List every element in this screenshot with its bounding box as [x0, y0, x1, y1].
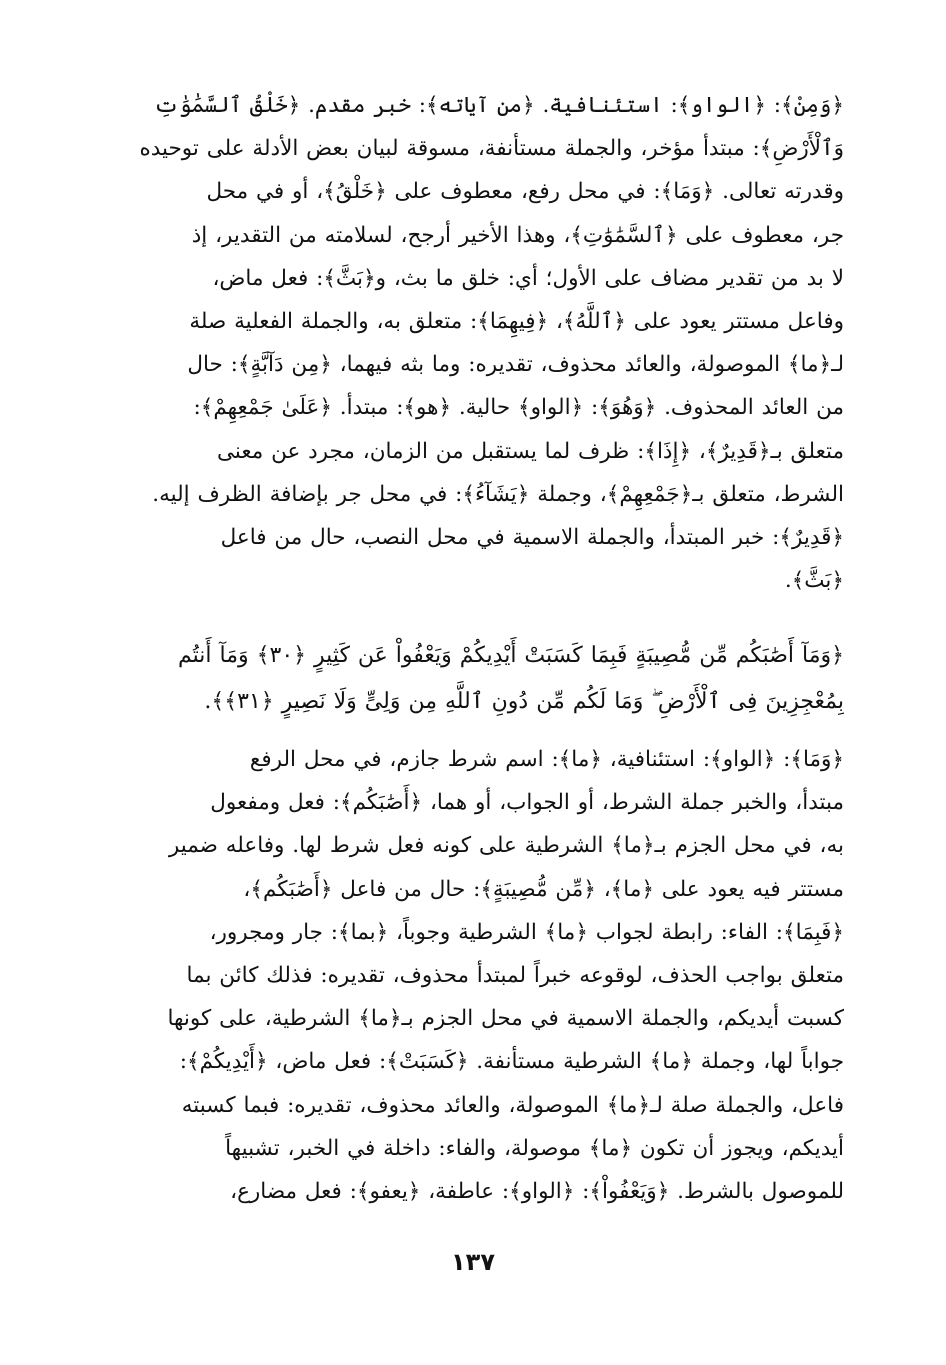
text-line: كسبت أيديكم، والجملة الاسمية في محل الجزم بـ﴿ما﴾ الشرطية، على كونها: [167, 1006, 844, 1032]
text-line: وَٱلْأَرْضِ﴾: مبتدأ مؤخر، والجملة مستأنفة، مسوقة لبيان بعض الأدلة على توحيده: [139, 136, 844, 162]
text-line: مستتر فيه يعود على ﴿ما﴾، ﴿مِّن مُّصِيبَةٍ﴾: حال من فاعل ﴿أَصَٰبَكُم﴾،: [243, 876, 844, 902]
text-line: ﴿وَمَا﴾: ﴿الواو﴾: استئنافية، ﴿ما﴾: اسم شرط جازم، في محل الرفع: [249, 747, 844, 772]
text-line: من العائد المحذوف. ﴿وَهُوَ﴾: ﴿الواو﴾ حالية. ﴿هو﴾: مبتدأ. ﴿عَلَىٰ جَمْعِهِمْ﴾:: [193, 395, 844, 421]
verse-line: بِمُعْجِزِينَ فِى ٱلْأَرْضِ ۖ وَمَا لَكُم مِّن دُونِ ٱللَّهِ مِن وَلِىٍّ وَلَا نَصِيرٍ ﴿٣١﴾﴾.: [204, 689, 844, 714]
text-line: متعلق بـ﴿قَدِيرٌ﴾، ﴿إِذَا﴾: ظرف لما يستقبل من الزمان، مجرد عن معنى: [216, 438, 844, 464]
text-line: متعلق بواجب الحذف، لوقوعه خبراً لمبتدأ محذوف، تقديره: فذلك كائن بما: [186, 962, 844, 988]
text-line: وقدرته تعالى. ﴿وَمَا﴾: في محل رفع، معطوف على ﴿خَلْقُ﴾، أو في محل: [206, 179, 844, 205]
text-line: أيديكم، ويجوز أن تكون ﴿ما﴾ موصولة، والفاء: داخلة في الخبر، تشبيهاً: [225, 1135, 844, 1161]
text-line: فاعل، والجملة صلة لـ﴿ما﴾ الموصولة، والعائد محذوف، تقديره: فبما كسبته: [181, 1092, 844, 1118]
text-line: ﴿قَدِيرٌ﴾: خبر المبتدأ، والجملة الاسمية في محل النصب، حال من فاعل: [220, 524, 844, 550]
text-line: ﴿فَبِمَا﴾: الفاء: رابطة لجواب ﴿ما﴾ الشرطية وجوباً، ﴿بما﴾: جار ومجرور،: [209, 919, 844, 945]
text-line: به، في محل الجزم بـ﴿ما﴾ الشرطية على كونه فعل شرط لها. وفاعله ضمير: [168, 833, 844, 859]
text-line: ﴿وَمِنْ﴾: ﴿الواو﴾: استئنافية. ﴿من آياته﴾: خبر مقدم. ﴿خَلْقُ ٱلسَّمَٰوَٰتِ: [153, 93, 844, 118]
text-line: لـ﴿ما﴾ الموصولة، والعائد محذوف، تقديره: وما بثه فيهما، ﴿مِن دَآبَّةٍ﴾: حال: [187, 352, 844, 378]
grammar-analysis-paragraph-2: [98, 738, 844, 1213]
text-line: ﴿بَثَّ﴾.: [784, 568, 844, 594]
text-line: لا بد من تقدير مضاف على الأول؛ أي: خلق ما بث، و﴿بَثَّ﴾: فعل ماض،: [212, 265, 844, 291]
verse-line: ﴿وَمَآ أَصَٰبَكُم مِّن مُّصِيبَةٍ فَبِمَا كَسَبَتْ أَيْدِيكُمْ وَيَعْفُواْ عَن كَثِيرٍ ﴿٣٠﴾ وَمَآ أَنتُم: [177, 643, 844, 668]
grammar-analysis-paragraph-1: [98, 84, 844, 602]
quran-verse-block: [98, 633, 844, 725]
text-line: وفاعل مستتر يعود على ﴿ٱللَّهُ﴾، ﴿فِيهِمَا﴾: متعلق به، والجملة الفعلية صلة: [189, 308, 844, 334]
page-number: ١٣٧: [451, 1248, 495, 1276]
text-line: جواباً لها، وجملة ﴿ما﴾ الشرطية مستأنفة. ﴿كَسَبَتْ﴾: فعل ماض، ﴿أَيْدِيكُمْ﴾:: [179, 1049, 844, 1075]
text-line: الشرط، متعلق بـ﴿جَمْعِهِمْ﴾، وجملة ﴿يَشَآءُ﴾: في محل جر بإضافة الظرف إليه.: [152, 481, 844, 507]
text-line: جر، معطوف على ﴿ٱلسَّمَٰوَٰتِ﴾، وهذا الأخير أرجح، لسلامته من التقدير، إذ: [191, 222, 844, 248]
text-line: للموصول بالشرط. ﴿وَيَعْفُواْ﴾: ﴿الواو﴾: عاطفة، ﴿يعفو﴾: فعل مضارع،: [230, 1178, 844, 1204]
text-line: مبتدأ، والخبر جملة الشرط، أو الجواب، أو هما، ﴿أَصَٰبَكُم﴾: فعل ومفعول: [210, 790, 844, 816]
